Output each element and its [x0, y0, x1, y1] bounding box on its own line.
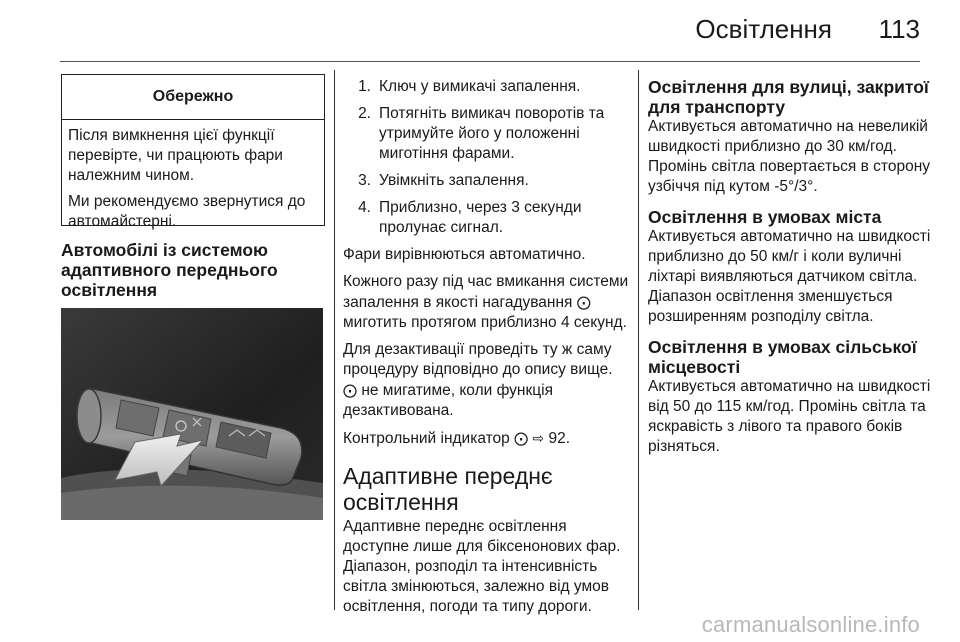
step-item	[343, 198, 629, 238]
reminder-text-end: миготить протягом приблизно 4 секунд.	[343, 314, 627, 331]
afl-heading: Адаптивне переднє освітлення	[343, 463, 553, 515]
step-number: 1.	[358, 78, 371, 95]
column-2	[343, 77, 629, 624]
procedure-steps	[343, 77, 629, 238]
header-title: Освітлення	[695, 14, 832, 44]
adaptive-heading-line: освітлення	[61, 280, 158, 300]
lighting-mode-heading: Освітлення в умовах сільської місцевості	[648, 337, 917, 377]
warning-box	[61, 74, 325, 230]
lighting-mode	[648, 207, 938, 327]
step-text: Потягніть вимикач поворотів та утримуйте його у положенні миготіння фарами.	[379, 105, 605, 162]
afl-description: Адаптивне переднє освітлення доступне лише для біксенонових фар. Діапазон, розподіл та інтенсивність світла змінюються, залежно від умов освітлення, погоди та типу дороги.	[343, 518, 621, 615]
warning-paragraph-1: Після вимкнення цієї функції перевірте, чи працюють фари належним чином.	[68, 127, 283, 184]
reminder-text	[343, 272, 629, 333]
page-reference-link[interactable]: 92.	[548, 430, 571, 447]
deactivation-text	[343, 340, 629, 421]
lighting-mode	[648, 77, 938, 197]
step-item	[343, 104, 629, 164]
control-indicator-text	[343, 428, 629, 449]
page-number: 113	[878, 14, 920, 44]
lighting-mode-heading: Освітлення в умовах міста	[648, 207, 882, 227]
reminder-text-start: Кожного разу під час вмикання системи запалення в якості нагадування	[343, 273, 629, 311]
column-divider-1	[334, 70, 335, 610]
lighting-mode-heading: Освітлення для вулиці, закритої для транспорту	[648, 77, 929, 117]
deactivation-text-end: не мигатиме, коли функція дезактивована.	[343, 382, 553, 419]
warning-paragraph-2: Ми рекомендуємо звернутися до автомайстерні.	[68, 193, 306, 230]
lighting-mode-text: Активується автоматично на невеликій швидкості приблизно до 30 км/год. Промінь світла повертається в сторону узбіччя під кутом -5°/3°.	[648, 118, 931, 195]
column-3	[648, 77, 938, 467]
header-divider	[60, 61, 920, 62]
step-number: 4.	[358, 199, 371, 216]
watermark: carmanualsonline.info	[701, 612, 920, 637]
lighting-mode-text: Активується автоматично на швидкості приблизно до 50 км/г і коли вуличні ліхтарі виявляються датчиком світла. Діапазон освітлення зменшується розширенням розподілу світла.	[648, 228, 931, 325]
adaptive-heading-line: Автомобілі із системою	[61, 240, 268, 260]
control-indicator-label: Контрольний індикатор	[343, 430, 510, 447]
warning-title: Обережно	[62, 75, 324, 120]
lighting-mode-text: Активується автоматично на швидкості від 50 до 115 км/год. Промінь світла та яскравість з лівого та правого боків різняться.	[648, 378, 931, 455]
afl-indicator-icon: ⨀	[514, 430, 529, 446]
afl-indicator-icon: ⨀	[576, 294, 591, 310]
step-number: 3.	[358, 172, 371, 189]
step-item	[343, 77, 629, 97]
step-text: Увімкніть запалення.	[379, 172, 529, 189]
step-text: Ключ у вимикачі запалення.	[379, 78, 581, 95]
auto-level-text: Фари вирівнюються автоматично.	[343, 246, 586, 263]
lever-illustration	[61, 308, 323, 520]
column-divider-2	[638, 70, 639, 610]
step-number: 2.	[358, 105, 371, 122]
turn-signal-lever-photo	[61, 308, 323, 520]
lighting-mode	[648, 337, 938, 457]
step-text: Приблизно, через 3 секунди пролунає сигнал.	[379, 199, 582, 236]
deactivation-text-start: Для дезактивації проведіть ту ж саму процедуру відповідно до опису вище.	[343, 341, 613, 378]
step-item	[343, 171, 629, 191]
afl-indicator-icon: ⨀	[343, 382, 357, 398]
adaptive-heading-line: адаптивного переднього	[61, 260, 278, 280]
page-reference-arrow-icon: ⇨	[532, 430, 545, 446]
adaptive-heading	[61, 240, 326, 300]
